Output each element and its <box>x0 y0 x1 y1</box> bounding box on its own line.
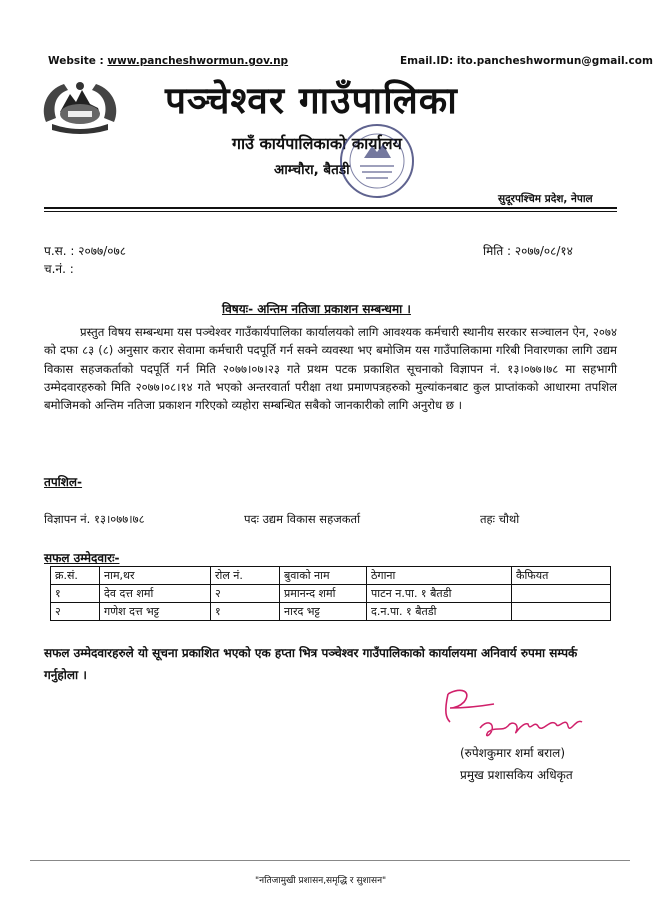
contact-notice: सफल उम्मेदवारहरुले यो सूचना प्रकाशित भएको एक हप्ता भित्र पञ्चेश्वर गाउँपालिकाको कार्यालयमा अनिवार्य रुपमा सम्पर्क गर्नुहोला । <box>44 646 578 682</box>
letter-subject: विषयः- अन्तिम नतिजा प्रकाशन सम्बन्धमा । <box>222 302 411 316</box>
table-header-row <box>51 567 611 585</box>
email-link[interactable]: ito.pancheshwormun@gmail.com <box>456 55 653 67</box>
table-cell: १ <box>51 585 100 603</box>
office-seal-icon <box>336 122 418 200</box>
advertisement-number: विज्ञापन नं. १३।०७७।७८ <box>44 512 145 526</box>
table-cell: १ <box>211 603 280 621</box>
header-cell: क्र.सं. <box>51 567 100 585</box>
email-label: Email.ID: <box>400 55 454 67</box>
successful-candidates-heading: सफल उम्मेदवारः- <box>44 551 120 565</box>
municipality-title: पञ्चेश्वर गाउँपालिका <box>165 79 458 122</box>
letter-number: प.स. : २०७७/०७८ <box>44 244 126 258</box>
signatory-name: (रुपेशकुमार शर्मा बराल) <box>460 746 566 760</box>
website-line <box>48 55 288 67</box>
nepal-emblem-icon <box>38 78 122 136</box>
header-cell: रोल नं. <box>211 567 280 585</box>
website-link[interactable]: www.pancheshwormun.gov.np <box>107 55 289 67</box>
province-name: सुदूरपश्चिम प्रदेश, नेपाल <box>498 193 593 205</box>
office-name: गाउँ कार्यपालिकाको कार्यालय <box>232 134 402 153</box>
header-cell: बुवाको नाम <box>280 567 367 585</box>
email-line <box>400 55 653 67</box>
table-cell: गणेश दत्त भट्ट <box>100 603 211 621</box>
header-cell: ठेगाना <box>367 567 512 585</box>
header-rule-thin <box>44 211 617 212</box>
table-cell: २ <box>51 603 100 621</box>
letter-body: प्रस्तुत विषय सम्बन्धमा यस पञ्चेश्वर गाउँकार्यपालिका कार्यालयको लागि आवश्यक कर्मचारी स्थानीय सरकार सञ्चालन ऐन, २०७४ को दफा ८३ (८) अनुसार करार सेवामा कर्मचारी पदपूर्ति गर्न सक्ने व्यवस्था भए बमोजिम यस गाउँपालिकामा गरिबी निवारणका लागि उद्यम विकास सहजकर्ताको पदपूर्ति गर्न मिति २०७७।०७।२३ गते प्रथम पटक प्रकाशित सूचनाको विज्ञापन नं. १३।०७७।७८ मा सहभागी उम्मेदवारहरुको मिति २०७७।०८।१४ गते भएको अन्तरवार्ता परीक्षा तथा प्रमाणपत्रहरुको मुल्यांकनबाट कुल प्राप्तांकको आधारमा तपशिल बमोजिमको अन्तिम नतिजा प्रकाशन गरिएको व्यहोरा सम्बन्धित सबैको जानकारीको लागि अनुरोध छ । <box>44 325 617 413</box>
table-row <box>51 585 611 603</box>
results-table <box>50 566 611 621</box>
signatory-position: प्रमुख प्रशासकिय अधिकृत <box>460 768 573 782</box>
office-address: आम्चौरा, बैतडी <box>274 162 350 178</box>
post-name: पदः उद्यम विकास सहजकर्ता <box>244 512 361 526</box>
footer-rule <box>30 860 630 861</box>
table-cell: द.न.पा. १ बैतडी <box>367 603 512 621</box>
post-level: तहः चौथो <box>480 512 520 526</box>
dispatch-number: च.नं. : <box>44 262 74 276</box>
table-cell: नारद भट्ट <box>280 603 367 621</box>
letter-date: मिति : २०७७/०८/१४ <box>483 244 573 258</box>
header-cell: नाम,थर <box>100 567 211 585</box>
details-heading: तपशिल- <box>44 475 83 489</box>
table-cell: देव दत्त शर्मा <box>100 585 211 603</box>
header-cell: कैफियत <box>512 567 611 585</box>
header-rule <box>44 207 617 209</box>
table-row <box>51 603 611 621</box>
table-cell <box>512 603 611 621</box>
table-cell: २ <box>211 585 280 603</box>
signature-icon <box>438 682 608 744</box>
website-label: Website : <box>48 55 104 67</box>
table-cell: पाटन न.पा. १ बैतडी <box>367 585 512 603</box>
table-cell: प्रमानन्द शर्मा <box>280 585 367 603</box>
table-cell <box>512 585 611 603</box>
footer-motto: "नतिजामुखी प्रशासन,समृद्धि र सुशासन" <box>255 876 387 886</box>
